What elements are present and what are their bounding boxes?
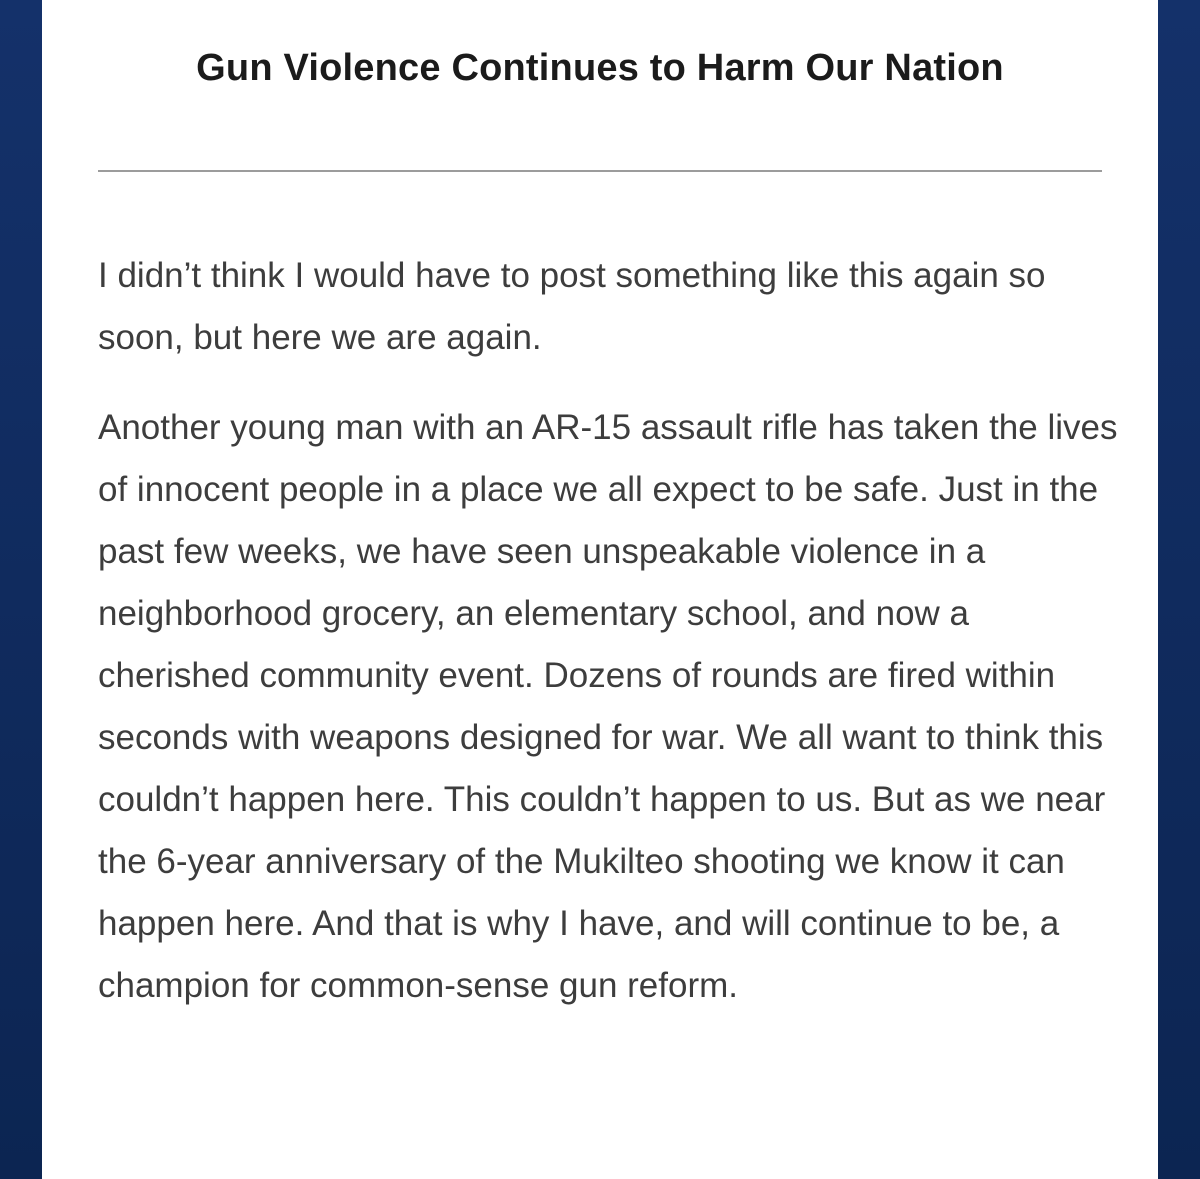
left-frame-band: [0, 0, 42, 1179]
paragraph-2: Another young man with an AR-15 assault rifle has taken the lives of innocent people in a place we all expect to be safe. Just in the past few weeks, we have seen unspeakable violence in a neighborhood grocery, an elementary school, and now a cherished community event. Dozens of rounds are fired within seconds with weapons designed for war. We all want to think this couldn’t happen here. This couldn’t happen to us. But as we near the 6-year anniversary of the Mukilteo shooting we know it can happen here. And that is why I have, and will continue to be, a champion for common-sense gun reform.: [98, 408, 1118, 1005]
article-body: [98, 245, 1128, 1045]
article-title: Gun Violence Continues to Harm Our Nation: [196, 47, 1004, 89]
right-frame-band: [1158, 0, 1200, 1179]
article-card: [42, 0, 1158, 1179]
title-divider: [98, 170, 1102, 172]
paragraph-1: I didn’t think I would have to post something like this again so soon, but here we are again.: [98, 256, 1046, 357]
